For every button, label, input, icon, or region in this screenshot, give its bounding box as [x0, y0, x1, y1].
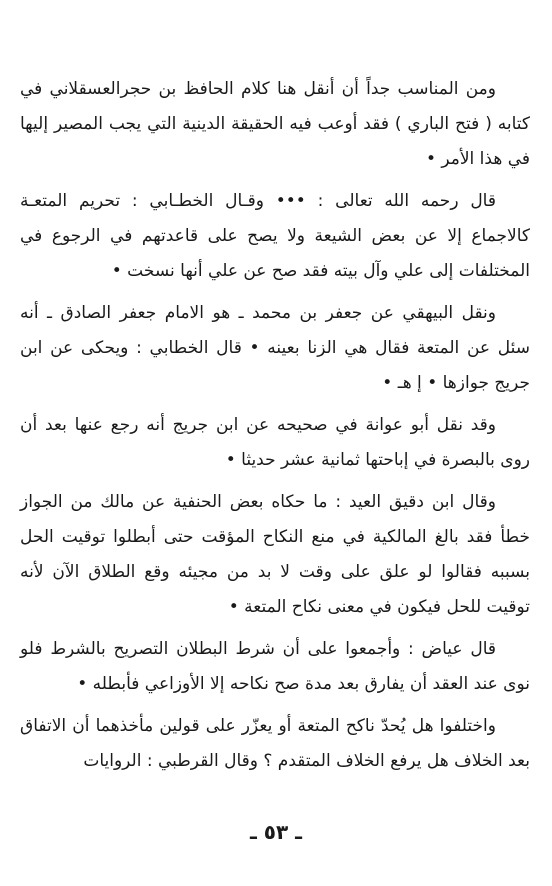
- paragraph-7: واختلفوا هل يُحدّ ناكح المتعة أو يعزّر على قولين مأخذهما أن الاتفاق بعد الخلاف هل يرفع الخلاف المتقدم ؟ وقال القرطبي : الروايات: [20, 716, 530, 771]
- paragraph-3: ونقل البيهقي عن جعفر بن محمد ـ هو الامام جعفر الصادق ـ أنه سئل عن المتعة فقال هي الزنا بعينه • قال الخطابي : ويحكى عن ابن جريج جوازها • إ هـ •: [20, 303, 530, 393]
- paragraph-1: ومن المناسب جداً أن أنقل هنا كلام الحافظ بن حجرالعسقلاني في كتابه ( فتح الباري ) فقد أوعب فيه الحقيقة الدينية التي يجب المصير إليها في هذا الأمر •: [20, 79, 530, 169]
- paragraph-4: وقد نقل أبو عوانة في صحيحه عن ابن جريج أنه رجع عنها بعد أن روى بالبصرة في إباحتها ثمانية عشر حديثا •: [20, 415, 530, 470]
- paragraph-2: قال رحمه الله تعالى : ••• وقـال الخطـابي : تحريم المتعـة كالاجماع إلا عن بعض الشيعة ولا يصح على قاعدتهم في الرجوع في المختلفات إلى علي وآل بيته فقد صح عن علي أنها نسخت •: [20, 191, 530, 281]
- page-number: ـ ٥٣ ـ: [249, 820, 303, 844]
- body-text: [20, 72, 530, 786]
- paragraph-5: وقال ابن دقيق العيد : ما حكاه بعض الحنفية عن مالك من الجواز خطأ فقد بالغ المالكية في منع النكاح المؤقت حتى أبطلوا توقيت الحل بسببه فقالوا لو علق على وقت لا بد من مجيئه وقع الطلاق الآن لأنه توقيت للحل فيكون في معنى نكاح المتعة •: [20, 492, 530, 617]
- paragraph-6: قال عياض : وأجمعوا على أن شرط البطلان التصريح بالشرط فلو نوى عند العقد أن يفارق بعد مدة صح نكاحه إلا الأوزاعي فأبطله •: [20, 639, 530, 694]
